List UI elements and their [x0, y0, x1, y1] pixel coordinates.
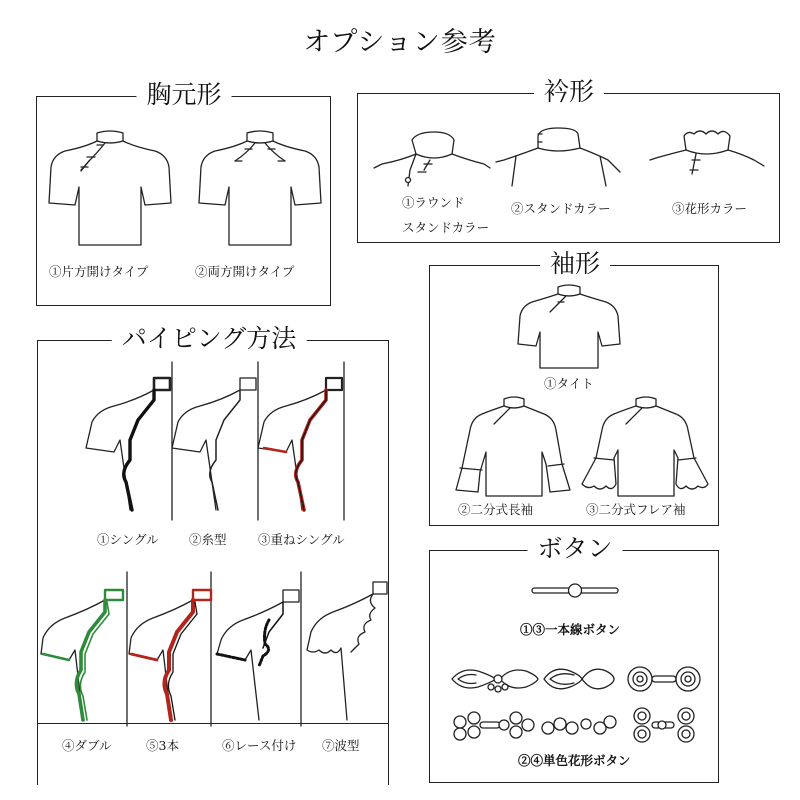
collar-panel [357, 77, 780, 243]
sleeve-panel [429, 249, 719, 526]
chest-option-1-label: ①片方開けタイプ [49, 264, 149, 279]
piping-option-7-label: ⑦波型 [322, 738, 360, 753]
piping-option-5-label: ⑤3本 [146, 738, 179, 753]
piping-option-6-label: ⑥レース付け [222, 738, 297, 753]
collar-option-3-label: ③花形カラー [672, 201, 748, 216]
page-title: オプション参考 [303, 27, 497, 58]
chest-option-2-label: ②両方開けタイプ [195, 264, 295, 279]
piping-row1-illustrations [80, 360, 370, 530]
piping-row2-illustrations [37, 570, 389, 730]
button-panel-title: ボタン [527, 532, 622, 566]
collar-option-1-label-line2: スタンドカラー [402, 220, 490, 235]
stand-collar-illustration [496, 120, 626, 190]
flower-collar-illustration [648, 124, 768, 194]
sleeve-panel-title: 袖形 [540, 247, 610, 281]
chest-panel [36, 80, 331, 306]
piping-option-2-label: ②糸型 [189, 532, 227, 547]
tight-sleeve-illustration [514, 282, 624, 372]
piping-option-4-label: ④ダブル [62, 738, 112, 753]
collar-panel-title: 衿形 [534, 75, 604, 109]
chest-single-open-illustration [45, 127, 175, 257]
button-option-2-label: ②④単色花形ボタン [518, 753, 631, 768]
sleeve-option-1-label: ①タイト [544, 376, 594, 391]
piping-option-1-label: ①シングル [97, 532, 159, 547]
piping-bottom-divider [37, 723, 389, 724]
button-panel [429, 534, 719, 783]
piping-panel-title: パイピング方法 [112, 322, 307, 356]
straight-line-button-illustration [530, 581, 620, 601]
two-piece-flare-sleeve-illustration [580, 394, 710, 499]
sleeve-option-3-label: ③二分式フレア袖 [586, 502, 686, 517]
flower-button-illustrations-row2 [446, 706, 708, 746]
sleeve-option-2-label: ②二分式長袖 [458, 502, 534, 517]
two-piece-long-sleeve-illustration [452, 394, 572, 499]
round-stand-collar-illustration [372, 124, 492, 194]
chest-double-open-illustration [195, 127, 325, 257]
collar-option-2-label: ②スタンドカラー [511, 201, 611, 216]
piping-option-3-label: ③重ねシングル [258, 532, 345, 547]
chest-panel-title: 胸元形 [136, 78, 231, 112]
button-option-1-label: ①③一本線ボタン [520, 622, 621, 637]
flower-button-illustrations-row1 [446, 661, 708, 697]
collar-option-1-label-line1: ①ラウンド [402, 195, 465, 210]
